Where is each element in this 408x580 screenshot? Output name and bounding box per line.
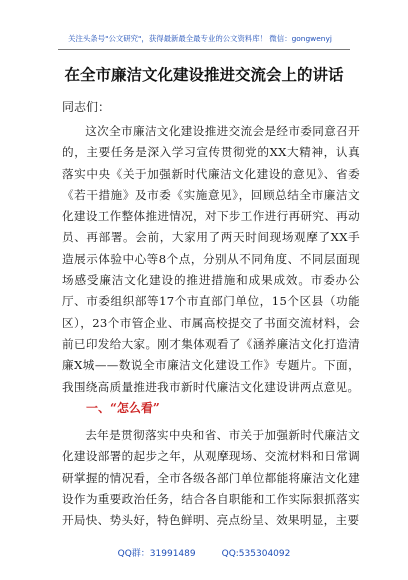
- header-banner: 关注头条号"公文研究"，获得最新最全最专业的公文资料库！ 微信：gongwenyj: [68, 34, 332, 43]
- footer-contact: [0, 548, 408, 560]
- paragraph-1: 这次全市廉洁文化建设推进交流会是经市委同意召开的，主要任务是深入学习宣传贯彻党的XX大精神，认真落实中央《关于加强新时代廉洁文化建设的意见》、省委《若干措施》及市委《实施意见》，回顾总结全市廉洁文化建设工作整体推进情况，对下步工作进行再研究、再动员、再部署。会前，大家用了两天时间现场观摩了XX手造展示体验中心等8个点，分别从不同角度、不同层面现场感受廉洁文化建设的推进措施和成果成效。市委办公厅、市委组织部等17个市直部门单位，15个区县（功能区），23个市管企业、市属高校提交了书面交流材料，会前已印发给大家。刚才集体观看了《涵养廉洁文化打造清廉X城——数说全市廉洁文化建设工作》专题片。下面，我围绕高质量推进我市新时代廉洁文化建设讲两点意见。: [62, 124, 360, 394]
- paragraph-2: 去年是贯彻落实中央和省、市关于加强新时代廉洁文化建设部署的起步之年，从观摩现场、交流材料和日常调研掌握的情况看，全市各级各部门单位都能将廉洁文化建设作为重要政治任务，结合各自职能和工作实际狠抓落实开局快、势头好，特色鲜明、亮点纷呈、效果明显，主要: [62, 428, 360, 528]
- footer-qq: QQ:535304092: [221, 549, 291, 559]
- section-heading-1: 一、“怎么看”: [86, 401, 160, 415]
- salutation: 同志们：: [62, 100, 111, 114]
- header-divider: [58, 49, 350, 50]
- footer-qq-group: QQ群：31991489: [117, 549, 196, 559]
- document-title: 在全市廉洁文化建设推进交流会上的讲话: [64, 65, 344, 84]
